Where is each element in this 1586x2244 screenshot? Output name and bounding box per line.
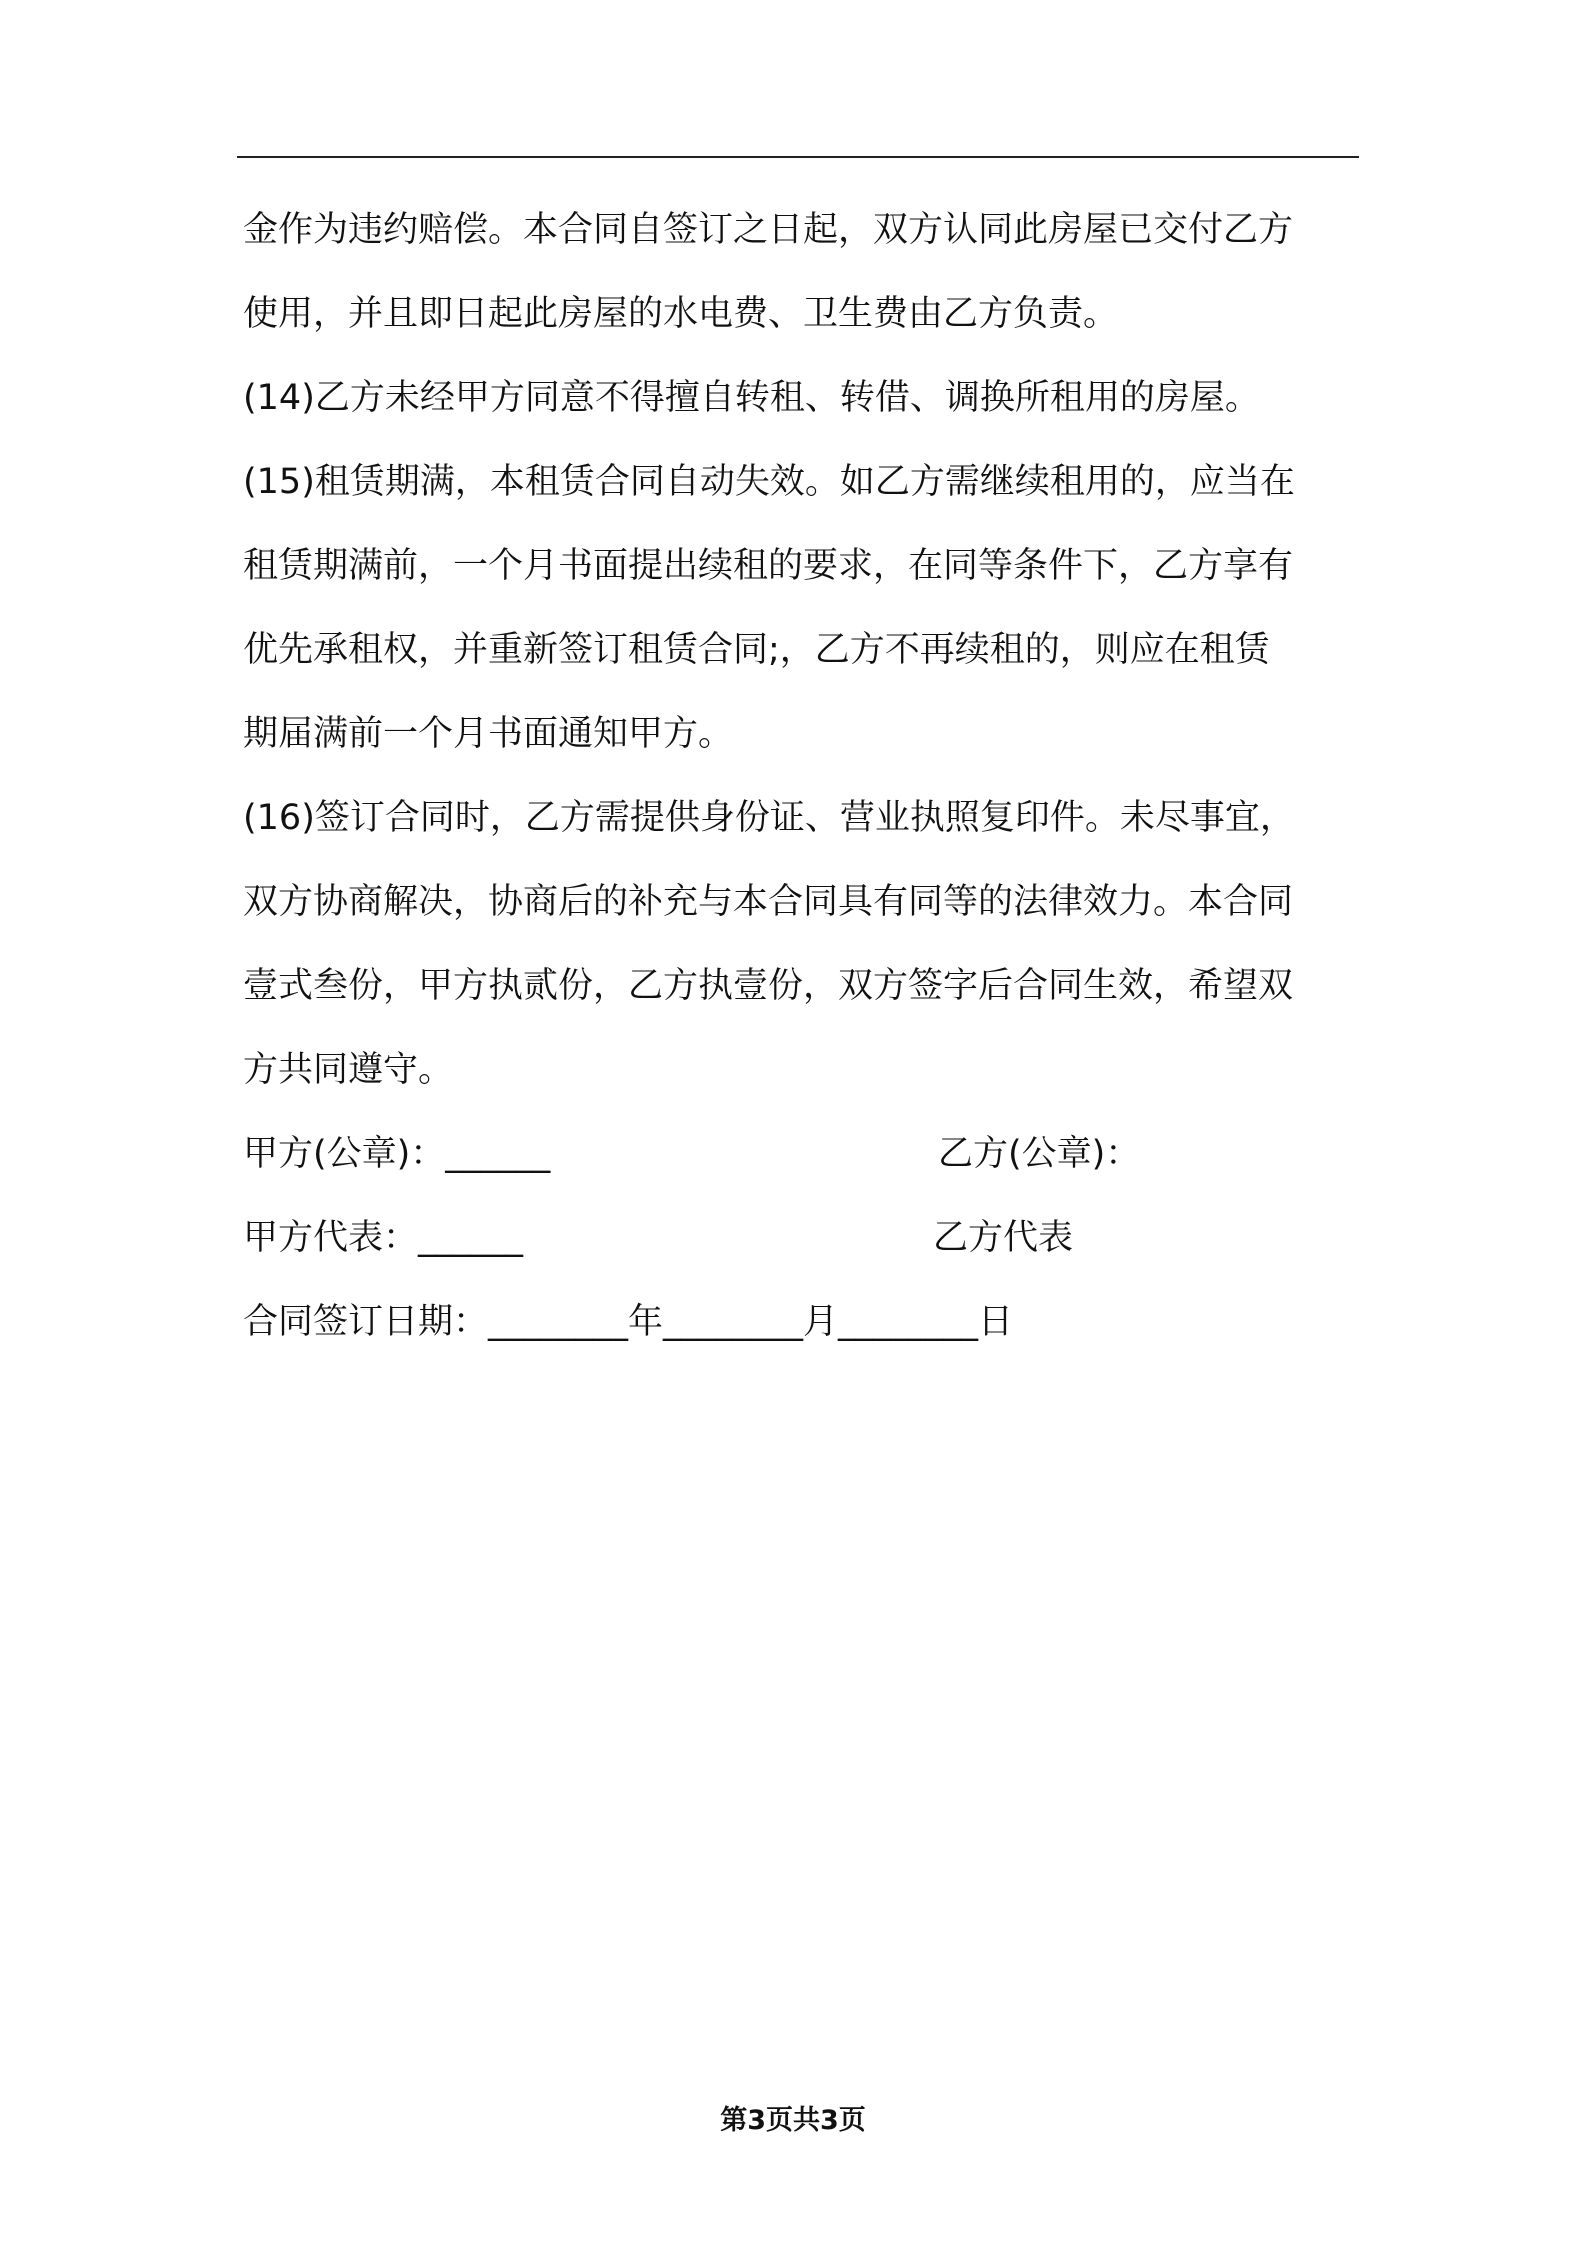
document-body	[243, 188, 1357, 1364]
clause-15: (15)租赁期满，本租赁合同自动失效。如乙方需继续租用的，应当在	[243, 462, 1295, 502]
header-rule	[237, 156, 1359, 158]
paragraph-line: 优先承租权，并重新签订租赁合同;，乙方不再续租的，则应在租赁	[243, 630, 1270, 670]
signature-row-rep	[243, 1196, 1357, 1280]
signature-row-seal	[243, 1112, 1357, 1196]
paragraph-line: 壹式叁份，甲方执贰份，乙方执壹份，双方签字后合同生效，希望双	[243, 966, 1294, 1006]
page-number: 第3页共3页	[720, 2105, 866, 2136]
paragraph-line: 双方协商解决，协商后的补充与本合同具有同等的法律效力。本合同	[243, 882, 1294, 922]
party-b-representative: 乙方代表	[933, 1218, 1074, 1258]
clause-14: (14)乙方未经甲方同意不得擅自转租、转借、调换所租用的房屋。	[243, 378, 1260, 418]
paragraph-line: 租赁期满前，一个月书面提出续租的要求，在同等条件下，乙方享有	[243, 546, 1294, 586]
party-b-seal: 乙方(公章)：	[938, 1134, 1141, 1174]
signature-row-date	[243, 1280, 1357, 1364]
paragraph-line: 方共同遵守。	[243, 1050, 454, 1090]
party-a-representative: 甲方代表：______	[243, 1218, 524, 1258]
party-a-seal: 甲方(公章)：______	[243, 1134, 551, 1174]
paragraph-line: 使用，并且即日起此房屋的水电费、卫生费由乙方负责。	[243, 294, 1119, 334]
paragraph-line: 金作为违约赔偿。本合同自签订之日起，双方认同此房屋已交付乙方	[243, 210, 1294, 250]
clause-16: (16)签订合同时，乙方需提供身份证、营业执照复印件。未尽事宜，	[243, 798, 1295, 838]
sign-date: 合同签订日期：________年________月________日	[243, 1302, 1014, 1342]
paragraph-line: 期届满前一个月书面通知甲方。	[243, 714, 734, 754]
